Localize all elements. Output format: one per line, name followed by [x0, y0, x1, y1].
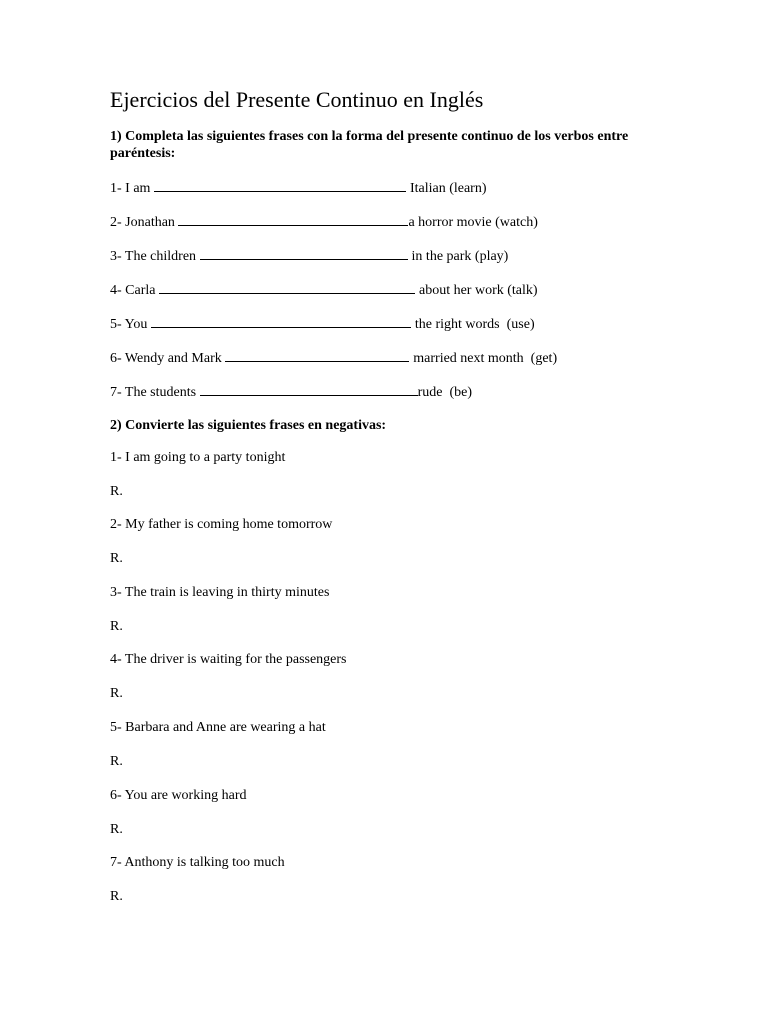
item-suffix: about her work (talk) [418, 283, 538, 298]
answer-label: R. [110, 754, 123, 769]
answer-label: R. [110, 551, 123, 566]
section-1-heading: 1) Completa las siguientes frases con la forma del presente continuo de los verbos entre paréntesis: [110, 129, 629, 161]
answer-blank [178, 212, 408, 226]
item-suffix: the right words (use) [414, 317, 535, 332]
item-suffix: in the park (play) [411, 249, 509, 264]
exercise-1-item [110, 212, 538, 232]
sentence-item: 1- I am going to a party tonight [110, 450, 286, 465]
sentence-item: 4- The driver is waiting for the passengers [110, 652, 347, 667]
sentence-item: 3- The train is leaving in thirty minutes [110, 585, 330, 600]
answer-blank [200, 246, 408, 260]
exercise-1-item [110, 246, 508, 266]
answer-label: R. [110, 822, 123, 837]
item-prefix: 6- Wendy and Mark [110, 351, 226, 366]
section-2-heading: 2) Convierte las siguientes frases en negativas: [110, 418, 387, 433]
item-prefix: 1- I am [110, 181, 154, 196]
answer-label: R. [110, 484, 123, 499]
answer-blank [159, 280, 415, 294]
sentence-item: 2- My father is coming home tomorrow [110, 517, 333, 532]
item-prefix: 5- You [110, 317, 151, 332]
answer-label: R. [110, 889, 123, 904]
exercise-1-item [110, 348, 557, 368]
sentence-item: 6- You are working hard [110, 788, 247, 803]
item-suffix: married next month (get) [413, 351, 558, 366]
exercise-1-item [110, 314, 535, 334]
exercise-1-item [110, 280, 538, 300]
answer-blank [225, 348, 409, 362]
answer-label: R. [110, 619, 123, 634]
item-suffix: Italian (learn) [409, 181, 487, 196]
sentence-item: 7- Anthony is talking too much [110, 855, 285, 870]
exercise-1-item [110, 382, 472, 402]
item-prefix: 3- The children [110, 249, 200, 264]
item-prefix: 2- Jonathan [110, 215, 179, 230]
item-suffix: rude (be) [417, 385, 472, 400]
item-prefix: 7- The students [110, 385, 200, 400]
sentence-item: 5- Barbara and Anne are wearing a hat [110, 720, 326, 735]
document-title: Ejercicios del Presente Continuo en Inglés [110, 87, 484, 112]
answer-blank [200, 382, 418, 396]
item-prefix: 4- Carla [110, 283, 159, 298]
exercise-1-item [110, 178, 487, 198]
answer-label: R. [110, 686, 123, 701]
answer-blank [151, 314, 411, 328]
answer-blank [154, 178, 406, 192]
item-suffix: a horror movie (watch) [408, 215, 538, 230]
